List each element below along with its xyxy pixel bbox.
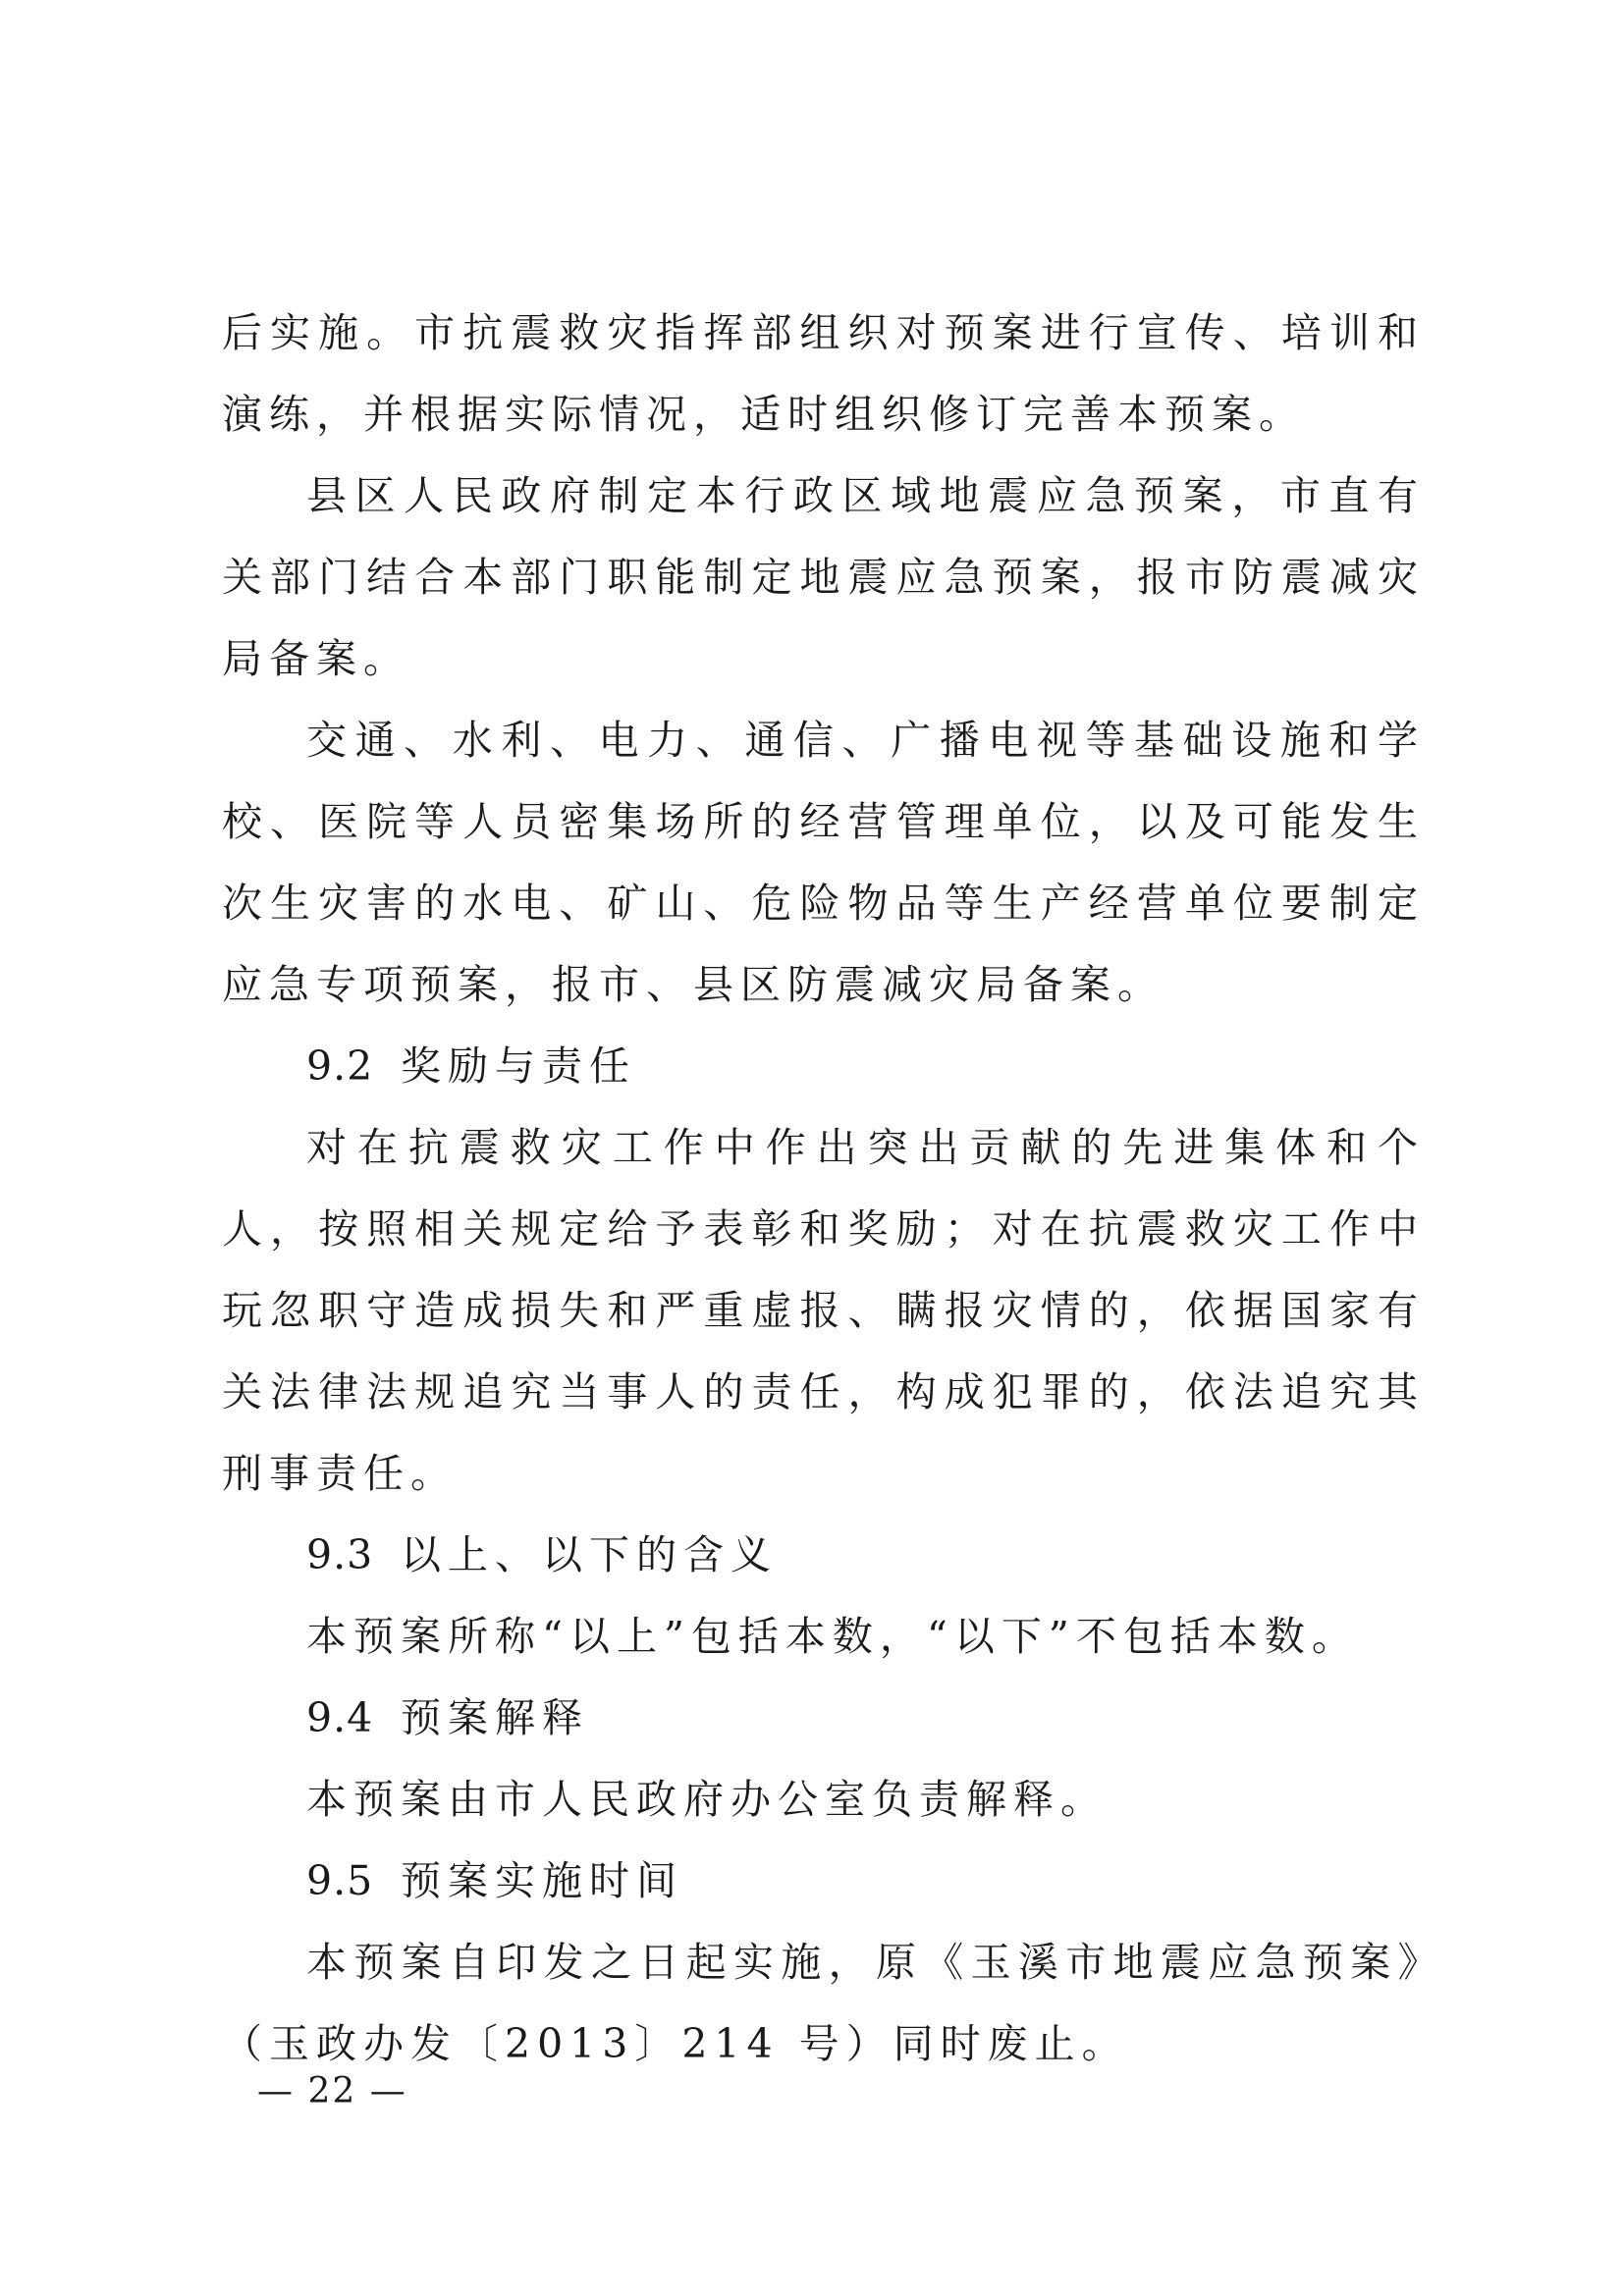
section-heading-9-4 bbox=[222, 1678, 1425, 1759]
section-title: 预案实施时间 bbox=[401, 1857, 683, 1904]
paragraph-continuation: 后实施。市抗震救灾指挥部组织对预案进行宣传、培训和演练，并根据实际情况，适时组织修订完善本预案。 bbox=[222, 309, 1425, 438]
section-heading-9-5 bbox=[222, 1841, 1425, 1922]
section-title: 预案解释 bbox=[401, 1694, 589, 1741]
section-number: 9.2 bbox=[306, 1042, 374, 1090]
section-title: 以上、以下的含义 bbox=[401, 1531, 778, 1578]
section-title: 奖励与责任 bbox=[401, 1042, 636, 1090]
page-number: — 22 — bbox=[257, 2071, 407, 2111]
section-body-9-3: 本预案所称“以上”包括本数，“以下”不包括本数。 bbox=[306, 1613, 1359, 1660]
section-heading-9-3 bbox=[222, 1515, 1425, 1596]
section-number: 9.5 bbox=[306, 1857, 374, 1904]
section-body-9-5: 本预案自印发之日起实施，原《玉溪市地震应急预案》（玉政办发〔2013〕214 号）同时废止。 bbox=[222, 1939, 1425, 2067]
paragraph-infrastructure-plans: 交通、水利、电力、通信、广播电视等基础设施和学校、医院等人员密集场所的经营管理单位，以及可能发生次生灾害的水电、矿山、危险物品等生产经营单位要制定应急专项预案，报市、县区防震减灾局备案。 bbox=[222, 717, 1425, 1008]
section-body-9-2: 对在抗震救灾工作中作出突出贡献的先进集体和个人，按照相关规定给予表彰和奖励；对在抗震救灾工作中玩忽职守造成损失和严重虚报、瞒报灾情的，依据国家有关法律法规追究当事人的责任，构成犯罪的，依法追究其刑事责任。 bbox=[222, 1124, 1425, 1497]
section-number: 9.3 bbox=[306, 1531, 374, 1578]
section-body-9-4: 本预案由市人民政府办公室负责解释。 bbox=[306, 1776, 1108, 1823]
document-body bbox=[222, 293, 1425, 2085]
section-number: 9.4 bbox=[306, 1694, 374, 1741]
section-heading-9-2 bbox=[222, 1026, 1425, 1107]
paragraph-county-plans: 县区人民政府制定本行政区域地震应急预案，市直有关部门结合本部门职能制定地震应急预案，报市防震减灾局备案。 bbox=[222, 472, 1425, 682]
